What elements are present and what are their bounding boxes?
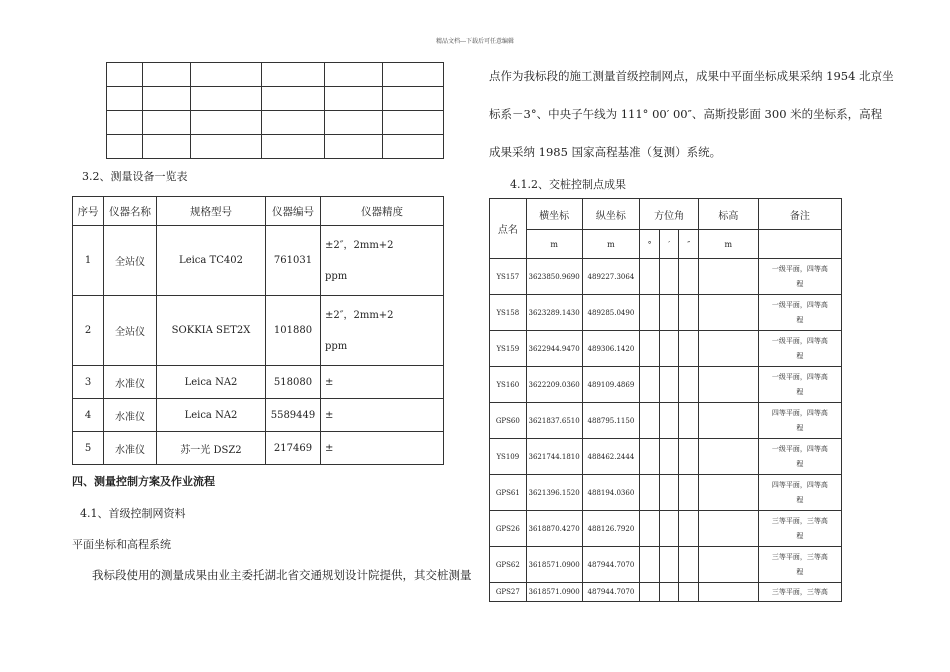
- paragraph-line: 点作为我标段的施工测量首级控制网点，成果中平面坐标成果采纳 1954 北京坐: [489, 69, 894, 83]
- cell-model: Leica TC402: [157, 226, 266, 296]
- control-heading: 4.1.2、交桩控制点成果: [510, 178, 626, 191]
- col-header: 序号: [73, 197, 104, 226]
- cell-serial: 217469: [266, 432, 321, 465]
- table-row: [490, 259, 842, 295]
- cell-y: 489109.4869: [582, 367, 640, 403]
- cell-no: 3: [73, 366, 104, 399]
- cell-x: 3618571.0900: [526, 583, 582, 602]
- cell-x: 3621396.1520: [526, 475, 582, 511]
- table-row: [490, 475, 842, 511]
- cell-note: 三等平面，三等高: [758, 583, 841, 602]
- cell-y: 488126.7920: [582, 511, 640, 547]
- cell-x: 3623289.1430: [526, 295, 582, 331]
- table-row: [73, 399, 444, 432]
- cell-model: 苏一光 DSZ2: [157, 432, 266, 465]
- unit-sec: ″: [679, 230, 699, 259]
- section-title: 四、测量控制方案及作业流程: [72, 475, 215, 488]
- cell-precision: [321, 296, 444, 366]
- note-line: 程: [796, 531, 804, 540]
- paragraph-left: 我标段使用的测量成果由业主委托湖北省交通规划设计院提供，其交桩测量: [92, 568, 472, 582]
- cell-serial: 101880: [266, 296, 321, 366]
- cell-no: 4: [73, 399, 104, 432]
- cell-no: 2: [73, 296, 104, 366]
- col-header: 仪器精度: [321, 197, 444, 226]
- table-row: [73, 432, 444, 465]
- note-line: 一级平面，四等高: [771, 300, 828, 309]
- col-header: 仪器名称: [104, 197, 157, 226]
- cell-note: [758, 367, 841, 403]
- cell-name: 全站仪: [104, 296, 157, 366]
- subsection-title: 4.1、首级控制网资料: [80, 507, 186, 520]
- subsubsection-title: 平面坐标和高程系统: [72, 538, 171, 551]
- col-elevation: 标高: [699, 199, 759, 230]
- cell-note: [758, 511, 841, 547]
- cell-name: GPS26: [490, 511, 527, 547]
- cell-name: 水准仪: [104, 399, 157, 432]
- cell-name: YS109: [490, 439, 527, 475]
- paragraph-line: 标系－3°、中央子午线为 111° 00′ 00″、高斯投影面 300 米的坐标系，高程: [489, 107, 883, 121]
- cell-serial: 518080: [266, 366, 321, 399]
- cell-precision: [321, 226, 444, 296]
- cell-x: 3621744.1810: [526, 439, 582, 475]
- cell-note: [758, 331, 841, 367]
- cell-y: 489306.1420: [582, 331, 640, 367]
- note-line: 程: [796, 315, 804, 324]
- cell-precision: ±: [321, 399, 444, 432]
- col-y: 纵坐标: [582, 199, 640, 230]
- note-line: 三等平面，三等高: [771, 552, 828, 561]
- table-row: [490, 367, 842, 403]
- cell-name: GPS27: [490, 583, 527, 602]
- cell-name: GPS62: [490, 547, 527, 583]
- cell-model: Leica NA2: [157, 366, 266, 399]
- note-line: 一级平面，四等高: [771, 336, 828, 345]
- cell-y: 487944.7070: [582, 583, 640, 602]
- paragraph-line: 成果采纳 1985 国家高程基准（复测）系统。: [489, 145, 722, 159]
- cell-name: 全站仪: [104, 226, 157, 296]
- precision-line: ±2″，2mm+2: [325, 239, 394, 251]
- cell-name: YS157: [490, 259, 527, 295]
- cell-no: 5: [73, 432, 104, 465]
- precision-line: ±2″，2mm+2: [325, 309, 394, 321]
- page-header: 精品文档---下载后可任意编辑: [435, 38, 515, 45]
- note-line: 程: [796, 567, 804, 576]
- cell-name: YS158: [490, 295, 527, 331]
- cell-x: 3623850.9690: [526, 259, 582, 295]
- note-line: 一级平面，四等高: [771, 372, 828, 381]
- table-row: [490, 331, 842, 367]
- note-line: 一级平面，四等高: [771, 264, 828, 273]
- table-row: [490, 511, 842, 547]
- table-row: [73, 296, 444, 366]
- cell-note: [758, 259, 841, 295]
- cell-name: YS160: [490, 367, 527, 403]
- empty-grid-table: [106, 62, 444, 159]
- note-line: 程: [796, 279, 804, 288]
- note-line: 三等平面，三等高: [771, 516, 828, 525]
- note-line: 程: [796, 459, 804, 468]
- cell-name: YS159: [490, 331, 527, 367]
- cell-note: [758, 475, 841, 511]
- precision-line: ppm: [325, 340, 348, 352]
- cell-precision: ±: [321, 366, 444, 399]
- note-line: 程: [796, 351, 804, 360]
- precision-line: ppm: [325, 270, 348, 282]
- col-header: 规格型号: [157, 197, 266, 226]
- equipment-table: [72, 196, 444, 465]
- cell-x: 3618870.4270: [526, 511, 582, 547]
- cell-model: SOKKIA SET2X: [157, 296, 266, 366]
- equipment-heading: 3.2、测量设备一览表: [82, 170, 188, 183]
- cell-name: GPS60: [490, 403, 527, 439]
- col-note: 备注: [758, 199, 841, 230]
- table-row: [490, 547, 842, 583]
- cell-serial: 5589449: [266, 399, 321, 432]
- note-line: 一级平面，四等高: [771, 444, 828, 453]
- table-row: [490, 439, 842, 475]
- unit-min: ′: [659, 230, 679, 259]
- table-row: [490, 295, 842, 331]
- cell-x: 3618571.0900: [526, 547, 582, 583]
- unit-elev: m: [699, 230, 759, 259]
- cell-y: 489285.0490: [582, 295, 640, 331]
- note-line: 四等平面，四等高: [771, 408, 828, 417]
- cell-note: [758, 439, 841, 475]
- cell-y: 488194.0360: [582, 475, 640, 511]
- cell-y: 488795.1150: [582, 403, 640, 439]
- cell-no: 1: [73, 226, 104, 296]
- note-line: 四等平面，四等高: [771, 480, 828, 489]
- col-x: 横坐标: [526, 199, 582, 230]
- cell-note: [758, 403, 841, 439]
- table-row: [490, 403, 842, 439]
- cell-y: 489227.3064: [582, 259, 640, 295]
- unit-deg: °: [640, 230, 660, 259]
- col-azimuth: 方位角: [640, 199, 699, 230]
- note-line: 程: [796, 423, 804, 432]
- note-line: 程: [796, 495, 804, 504]
- table-row: [490, 583, 842, 602]
- cell-y: 488462.2444: [582, 439, 640, 475]
- unit-y: m: [582, 230, 640, 259]
- cell-precision: ±: [321, 432, 444, 465]
- table-row: [73, 226, 444, 296]
- unit-x: m: [526, 230, 582, 259]
- cell-name: 水准仪: [104, 432, 157, 465]
- cell-name: GPS61: [490, 475, 527, 511]
- cell-model: Leica NA2: [157, 399, 266, 432]
- note-line: 程: [796, 387, 804, 396]
- cell-y: 487944.7070: [582, 547, 640, 583]
- col-point-name: 点名: [490, 199, 527, 259]
- cell-x: 3622944.9470: [526, 331, 582, 367]
- cell-note: [758, 547, 841, 583]
- control-point-table: [489, 198, 842, 602]
- table-row: [73, 366, 444, 399]
- cell-note: [758, 295, 841, 331]
- cell-x: 3622209.0360: [526, 367, 582, 403]
- cell-name: 水准仪: [104, 366, 157, 399]
- cell-x: 3621837.6510: [526, 403, 582, 439]
- cell-serial: 761031: [266, 226, 321, 296]
- col-header: 仪器编号: [266, 197, 321, 226]
